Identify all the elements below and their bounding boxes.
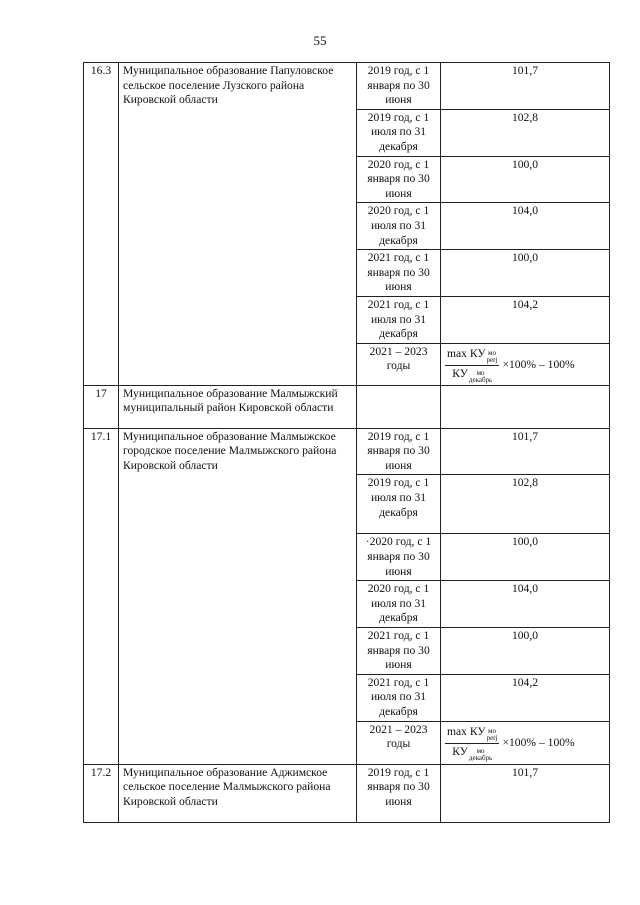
formula-denominator-sup: мо xyxy=(476,746,485,755)
formula-numerator-sub: реrj xyxy=(486,733,498,742)
value-cell: 101,7 xyxy=(441,428,610,475)
row-number: 17.1 xyxy=(84,428,119,764)
municipality-name: Муниципальное образование Папуловское сельское поселение Лузского района Кировской области xyxy=(119,63,357,386)
period-cell: 2021 год, с 1 июля по 31 декабря xyxy=(357,674,441,721)
period-cell: 2021 год, с 1 июля по 31 декабря xyxy=(357,296,441,343)
period-cell: 2021 год, с 1 января по 30 июня xyxy=(357,628,441,675)
value-cell: 100,0 xyxy=(441,628,610,675)
period-cell: 2019 год, с 1 января по 30 июня xyxy=(357,764,441,822)
formula-denominator: КУ xyxy=(452,366,468,380)
formula xyxy=(445,723,605,762)
page-number: 55 xyxy=(313,33,327,48)
formula-denominator-sub: декабрь xyxy=(468,753,493,762)
formula-numerator: max КУ xyxy=(447,346,486,360)
table-row xyxy=(84,764,610,822)
period-cell: 2020 год, с 1 июля по 31 декабря xyxy=(357,203,441,250)
period-cell: 2021 – 2023 годы xyxy=(357,343,441,385)
table-row xyxy=(84,428,610,475)
formula-fraction xyxy=(445,347,499,384)
municipality-name: Муниципальное образование Аджимское сельское поселение Малмыжского района Кировской области xyxy=(119,764,357,822)
tariff-table xyxy=(83,62,610,823)
row-number: 17 xyxy=(84,385,119,428)
value-cell: 102,8 xyxy=(441,109,610,156)
formula xyxy=(445,345,605,384)
value-cell: 101,7 xyxy=(441,63,610,110)
period-cell: 2019 год, с 1 июля по 31 декабря xyxy=(357,109,441,156)
formula-denominator: КУ xyxy=(452,744,468,758)
value-cell: 104,0 xyxy=(441,581,610,628)
value-cell: 104,0 xyxy=(441,203,610,250)
value-cell: 100,0 xyxy=(441,534,610,581)
value-cell: 104,2 xyxy=(441,296,610,343)
period-cell xyxy=(357,385,441,428)
period-cell: 2021 – 2023 годы xyxy=(357,721,441,764)
formula-numerator-sup: мо xyxy=(488,726,496,735)
formula-tail: ×100% – 100% xyxy=(502,735,575,749)
formula-denominator-sup: мо xyxy=(476,368,485,377)
value-cell xyxy=(441,385,610,428)
row-number: 16.3 xyxy=(84,63,119,386)
formula-fraction xyxy=(445,725,499,762)
municipality-name: Муниципальное образование Малмыжский муниципальный район Кировской области xyxy=(119,385,357,428)
period-cell: 2020 год, с 1 июля по 31 декабря xyxy=(357,581,441,628)
value-cell: 104,2 xyxy=(441,674,610,721)
table-row xyxy=(84,63,610,110)
value-cell: 100,0 xyxy=(441,156,610,203)
period-cell: 2019 год, с 1 января по 30 июня xyxy=(357,63,441,110)
formula-cell xyxy=(441,721,610,764)
formula-numerator-sup: мо xyxy=(488,348,496,357)
value-cell: 102,8 xyxy=(441,475,610,534)
period-cell: 2019 год, с 1 июля по 31 декабря xyxy=(357,475,441,534)
formula-numerator-sub: реrj xyxy=(486,355,498,364)
period-cell: 2019 год, с 1 января по 30 июня xyxy=(357,428,441,475)
municipality-name: Муниципальное образование Малмыжское городское поселение Малмыжского района Кировской области xyxy=(119,428,357,764)
period-cell: 2021 год, с 1 января по 30 июня xyxy=(357,250,441,297)
formula-numerator: max КУ xyxy=(447,724,486,738)
formula-tail: ×100% – 100% xyxy=(502,357,575,371)
formula-denominator-sub: декабрь xyxy=(468,375,493,384)
period-cell: ·2020 год, с 1 января по 30 июня xyxy=(357,534,441,581)
value-cell: 100,0 xyxy=(441,250,610,297)
formula-cell xyxy=(441,343,610,385)
period-cell: 2020 год, с 1 января по 30 июня xyxy=(357,156,441,203)
table-row xyxy=(84,385,610,428)
value-cell: 101,7 xyxy=(441,764,610,822)
row-number: 17.2 xyxy=(84,764,119,822)
